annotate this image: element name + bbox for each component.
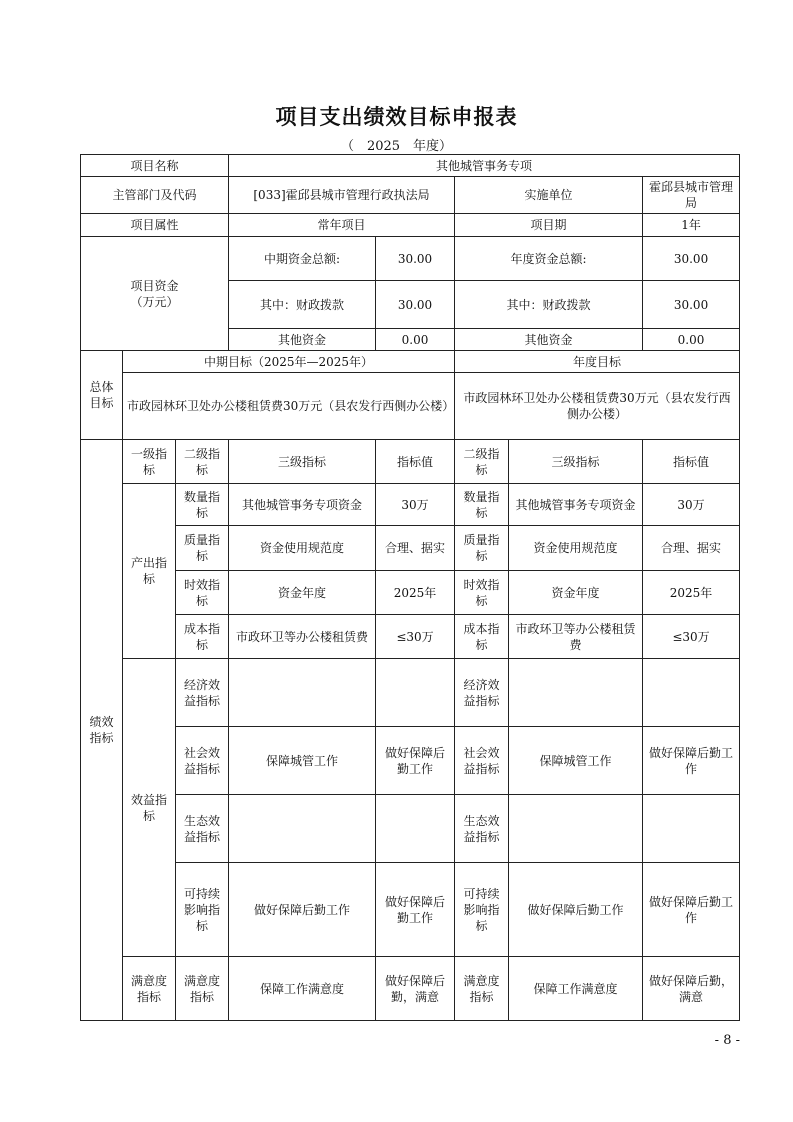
quality-value-year: 合理、据实 [643, 526, 740, 571]
sustainability-indicator: 可持续影响指标 [176, 863, 229, 957]
cost-level3: 市政环卫等办公楼租赁费 [229, 615, 376, 659]
project-period-label: 项目期 [455, 214, 643, 237]
table-row [81, 795, 740, 863]
timeliness-indicator: 时效指标 [176, 571, 229, 615]
mid-goal-text: 市政园林环卫处办公楼租赁费30万元（县农发行西侧办公楼） [123, 373, 455, 440]
mid-fiscal-value: 30.00 [376, 281, 455, 329]
project-name-value: 其他城管事务专项 [229, 155, 740, 177]
cost-value-year: ≤30万 [643, 615, 740, 659]
social-benefit-level3: 保障城管工作 [229, 727, 376, 795]
social-benefit-value: 做好保障后勤工作 [376, 727, 455, 795]
year-total-label: 年度资金总额: [455, 237, 643, 281]
project-funds-label-line1: 项目资金 [130, 278, 179, 293]
implementing-unit-value: 霍邱县城市管理局 [643, 177, 740, 214]
mid-other-label: 其他资金 [229, 329, 376, 351]
quantity-indicator: 数量指标 [176, 484, 229, 526]
overall-goal-label: 总体目标 [81, 351, 123, 440]
quality-value: 合理、据实 [376, 526, 455, 571]
satisfaction-level3-year: 保障工作满意度 [509, 957, 643, 1021]
table-row [81, 484, 740, 526]
sustainability-indicator-year: 可持续影响指标 [455, 863, 509, 957]
goals-text-row [81, 373, 740, 440]
timeliness-value-year: 2025年 [643, 571, 740, 615]
quantity-value-year: 30万 [643, 484, 740, 526]
indicator-header-row [81, 440, 740, 484]
quality-indicator: 质量指标 [176, 526, 229, 571]
social-benefit-level3-year: 保障城管工作 [509, 727, 643, 795]
social-benefit-value-year: 做好保障后勤工作 [643, 727, 740, 795]
social-benefit-indicator: 社会效益指标 [176, 727, 229, 795]
quantity-indicator-year: 数量指标 [455, 484, 509, 526]
year-other-value: 0.00 [643, 329, 740, 351]
timeliness-level3: 资金年度 [229, 571, 376, 615]
project-attribute-label: 项目属性 [81, 214, 229, 237]
cost-indicator-year: 成本指标 [455, 615, 509, 659]
timeliness-level3-year: 资金年度 [509, 571, 643, 615]
table-row [81, 863, 740, 957]
table-row [81, 957, 740, 1021]
satisfaction-value: 做好保障后勤，满意 [376, 957, 455, 1021]
economic-benefit-level3 [229, 659, 376, 727]
quantity-level3-year: 其他城管事务专项资金 [509, 484, 643, 526]
performance-goal-table [80, 154, 740, 1021]
project-name-label: 项目名称 [81, 155, 229, 177]
economic-benefit-value-year [643, 659, 740, 727]
quality-level3: 资金使用规范度 [229, 526, 376, 571]
department-row [81, 177, 740, 214]
quantity-value: 30万 [376, 484, 455, 526]
department-value: [033]霍邱县城市管理行政执法局 [229, 177, 455, 214]
implementing-unit-label: 实施单位 [455, 177, 643, 214]
year-goal-text: 市政园林环卫处办公楼租赁费30万元（县农发行西侧办公楼） [455, 373, 740, 440]
ecological-benefit-indicator-year: 生态效益指标 [455, 795, 509, 863]
output-indicator-label: 产出指标 [123, 484, 176, 659]
page-number: - 8 - [714, 1033, 740, 1048]
project-name-row [81, 155, 740, 177]
funds-total-row [81, 237, 740, 281]
year-total-value: 30.00 [643, 237, 740, 281]
benefit-indicator-label: 效益指标 [123, 659, 176, 957]
satisfaction-level1: 满意度指标 [123, 957, 176, 1021]
quantity-level3: 其他城管事务专项资金 [229, 484, 376, 526]
level3-header-year: 三级指标 [509, 440, 643, 484]
economic-benefit-level3-year [509, 659, 643, 727]
project-period-value: 1年 [643, 214, 740, 237]
project-funds-label-line2: （万元） [130, 294, 179, 309]
table-row [81, 571, 740, 615]
project-attribute-value: 常年项目 [229, 214, 455, 237]
satisfaction-value-year: 做好保障后勤，满意 [643, 957, 740, 1021]
project-funds-label [81, 237, 229, 351]
ecological-benefit-value-year [643, 795, 740, 863]
cost-level3-year: 市政环卫等办公楼租赁费 [509, 615, 643, 659]
cost-value: ≤30万 [376, 615, 455, 659]
mid-total-label: 中期资金总额: [229, 237, 376, 281]
value-header-year: 指标值 [643, 440, 740, 484]
sustainability-level3: 做好保障后勤工作 [229, 863, 376, 957]
sustainability-value-year: 做好保障后勤工作 [643, 863, 740, 957]
ecological-benefit-level3 [229, 795, 376, 863]
timeliness-indicator-year: 时效指标 [455, 571, 509, 615]
performance-indicator-label: 绩效指标 [81, 440, 123, 1021]
ecological-benefit-level3-year [509, 795, 643, 863]
satisfaction-indicator: 满意度指标 [176, 957, 229, 1021]
mid-total-value: 30.00 [376, 237, 455, 281]
mid-other-value: 0.00 [376, 329, 455, 351]
year-other-label: 其他资金 [455, 329, 643, 351]
form-year: （ 2025 年度） [340, 139, 453, 154]
goals-header-row [81, 351, 740, 373]
mid-fiscal-label: 其中：财政拨款 [229, 281, 376, 329]
sustainability-value: 做好保障后勤工作 [376, 863, 455, 957]
table-row [81, 615, 740, 659]
quality-indicator-year: 质量指标 [455, 526, 509, 571]
attribute-row [81, 214, 740, 237]
quality-level3-year: 资金使用规范度 [509, 526, 643, 571]
economic-benefit-indicator-year: 经济效益指标 [455, 659, 509, 727]
year-fiscal-value: 30.00 [643, 281, 740, 329]
table-row [81, 526, 740, 571]
social-benefit-indicator-year: 社会效益指标 [455, 727, 509, 795]
satisfaction-level3: 保障工作满意度 [229, 957, 376, 1021]
mid-goal-header: 中期目标（2025年—2025年） [123, 351, 455, 373]
level1-header: 一级指标 [123, 440, 176, 484]
level2-header-year: 二级指标 [455, 440, 509, 484]
department-label: 主管部门及代码 [81, 177, 229, 214]
table-row [81, 727, 740, 795]
level3-header: 三级指标 [229, 440, 376, 484]
ecological-benefit-value [376, 795, 455, 863]
timeliness-value: 2025年 [376, 571, 455, 615]
sustainability-level3-year: 做好保障后勤工作 [509, 863, 643, 957]
satisfaction-indicator-year: 满意度指标 [455, 957, 509, 1021]
form-title: 项目支出绩效目标申报表 [275, 105, 518, 129]
table-row [81, 659, 740, 727]
cost-indicator: 成本指标 [176, 615, 229, 659]
year-goal-header: 年度目标 [455, 351, 740, 373]
economic-benefit-value [376, 659, 455, 727]
ecological-benefit-indicator: 生态效益指标 [176, 795, 229, 863]
economic-benefit-indicator: 经济效益指标 [176, 659, 229, 727]
value-header: 指标值 [376, 440, 455, 484]
year-fiscal-label: 其中：财政拨款 [455, 281, 643, 329]
level2-header: 二级指标 [176, 440, 229, 484]
